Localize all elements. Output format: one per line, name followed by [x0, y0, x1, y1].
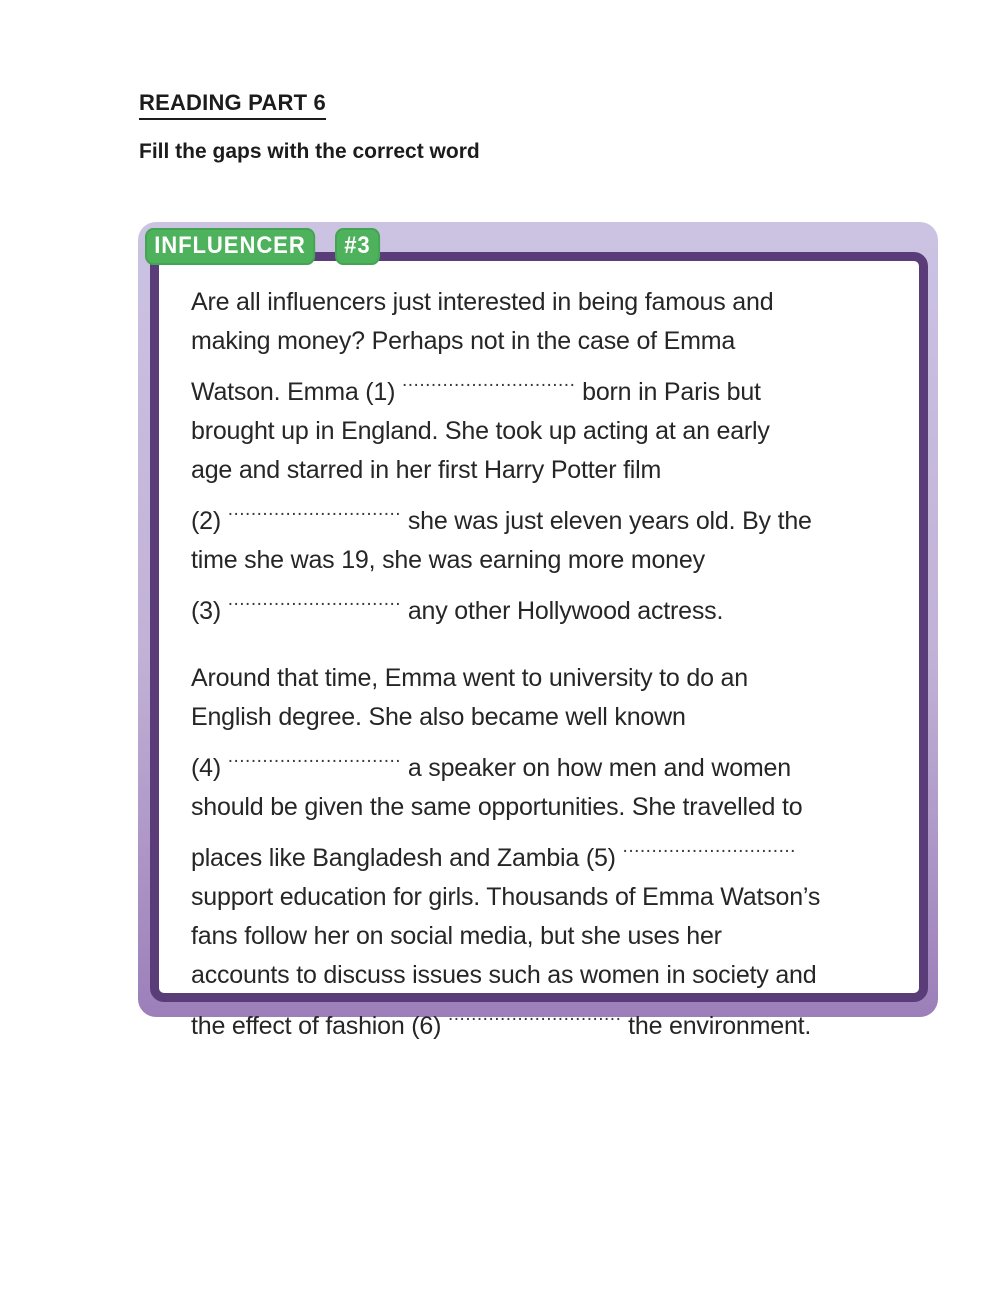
influencer-badge: [145, 228, 383, 265]
passage-segment: Watson. Emma (1): [191, 378, 402, 406]
gap-2-blank[interactable]: ..............................: [227, 499, 402, 520]
passage-segment: the environment.: [621, 1012, 812, 1040]
gap-4-blank[interactable]: ..............................: [227, 746, 402, 767]
passage-line: [191, 827, 903, 878]
passage-segment: support education for girls. Thousands of Emma Watson’s: [191, 883, 821, 911]
passage-paragraph: [191, 659, 903, 1046]
passage-segment: English degree. She also became well known: [191, 703, 686, 731]
passage-segment: she was just eleven years old. By the: [401, 507, 812, 535]
passage-segment: (2): [191, 507, 228, 535]
passage-line: [191, 490, 903, 541]
passage-line: [191, 917, 903, 956]
passage-line: [191, 322, 903, 361]
gap-3-blank[interactable]: ..............................: [227, 589, 402, 610]
passage-segment: time she was 19, she was earning more money: [191, 546, 705, 574]
instruction-text: Fill the gaps with the correct word: [139, 140, 480, 163]
passage-segment: any other Hollywood actress.: [401, 597, 724, 625]
gap-6-blank[interactable]: ..............................: [448, 1004, 622, 1025]
gap-1-blank[interactable]: ..............................: [402, 370, 576, 391]
page-title: READING PART 6: [139, 90, 326, 120]
badge-number: #3: [335, 228, 380, 265]
passage-segment: (3): [191, 597, 228, 625]
passage-segment: fans follow her on social media, but she uses her: [191, 922, 722, 950]
passage-segment: places like Bangladesh and Zambia (5): [191, 844, 623, 872]
passage-segment: accounts to discuss issues such as women in society and: [191, 961, 817, 989]
passage-line: [191, 956, 903, 995]
passage-line: [191, 995, 903, 1046]
passage-line: [191, 361, 903, 412]
passage-segment: born in Paris but: [575, 378, 761, 406]
passage-line: [191, 788, 903, 827]
badge-word: INFLUENCER: [145, 228, 315, 265]
passage-line: [191, 412, 903, 451]
passage-segment: making money? Perhaps not in the case of Emma: [191, 327, 736, 355]
passage-segment: a speaker on how men and women: [401, 754, 791, 782]
passage-box: [150, 252, 928, 1040]
passage-segment: Around that time, Emma went to university to do an: [191, 664, 748, 692]
passage-line: [191, 878, 903, 917]
passage-segment: brought up in England. She took up acting at an early: [191, 417, 770, 445]
passage-segment: age and starred in her first Harry Potter film: [191, 456, 662, 484]
passage-line: [191, 737, 903, 788]
passage-line: [191, 451, 903, 490]
passage-segment: Are all influencers just interested in being famous and: [191, 288, 774, 316]
passage-paragraph: [191, 283, 903, 631]
passage-segment: should be given the same opportunities. She travelled to: [191, 793, 803, 821]
influencer-card: [138, 222, 938, 1040]
passage-line: [191, 283, 903, 322]
passage-text: [191, 283, 903, 1046]
passage-line: [191, 698, 903, 737]
passage-segment: (4): [191, 754, 228, 782]
passage-segment: the effect of fashion (6): [191, 1012, 448, 1040]
gap-5-blank[interactable]: ..............................: [622, 836, 796, 857]
passage-line: [191, 541, 903, 580]
worksheet-header: [139, 90, 480, 164]
passage-line: [191, 580, 903, 631]
passage-line: [191, 659, 903, 698]
